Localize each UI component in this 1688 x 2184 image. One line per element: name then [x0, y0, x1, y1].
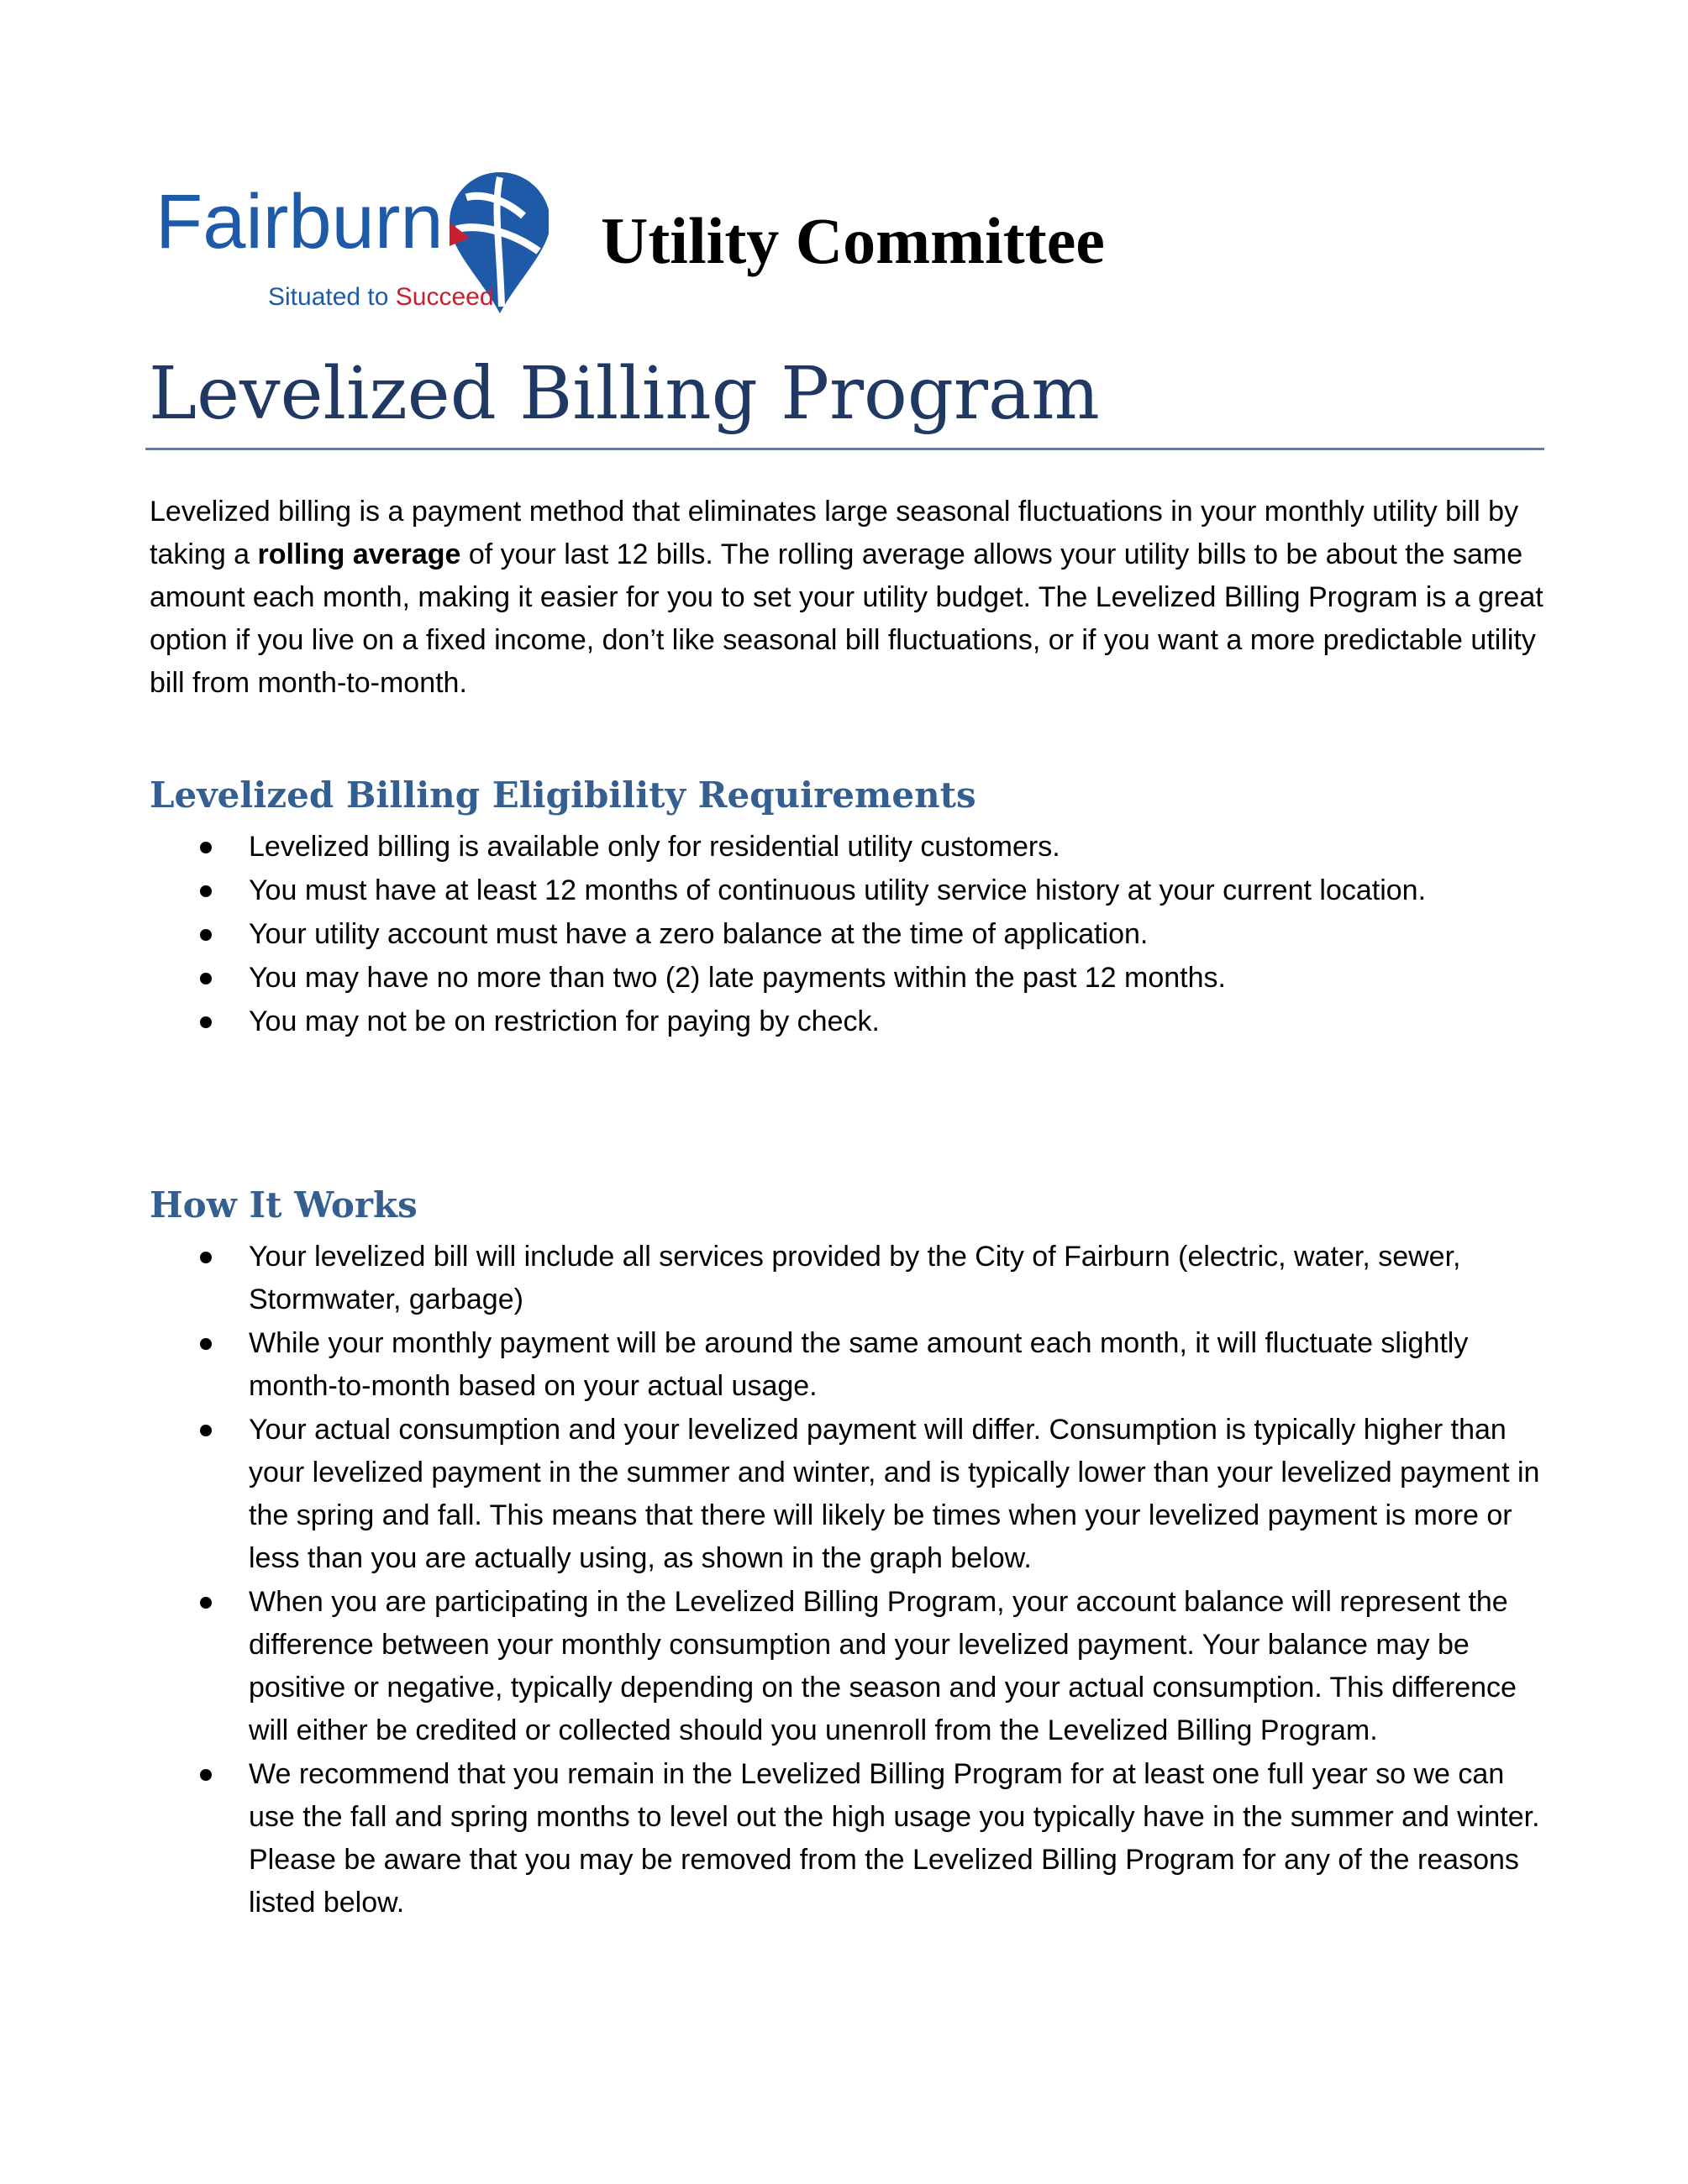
- intro-paragraph: [150, 491, 1546, 705]
- intro-bold-term: rolling average: [257, 538, 461, 570]
- eligibility-heading: Levelized Billing Eligibility Requirements: [150, 774, 976, 816]
- list-item-text: Your utility account must have a zero balance at the time of application.: [249, 918, 1149, 950]
- how-it-works-list: [150, 1236, 1546, 1925]
- title-divider: [145, 448, 1544, 450]
- bullet-icon: [200, 1769, 212, 1781]
- list-item: [150, 826, 1546, 869]
- list-item: [150, 1322, 1546, 1408]
- list-item: [150, 1409, 1546, 1580]
- how-it-works-heading: How It Works: [150, 1184, 418, 1226]
- bullet-icon: [200, 1252, 212, 1263]
- committee-title: Utility Committee: [601, 204, 1105, 277]
- fairburn-logo: [154, 164, 549, 323]
- bullet-icon: [200, 885, 212, 897]
- list-item: [150, 1581, 1546, 1752]
- list-item-text: We recommend that you remain in the Levelized Billing Program for at least one full year so we can use the fall and spring months to level out the high usage you typically have in the summer and winter. Please be aware that you may be removed from the Levelized Billing Program for any of the reasons listed below.: [249, 1758, 1540, 1919]
- list-item: [150, 1000, 1546, 1043]
- list-item: [150, 913, 1546, 956]
- bullet-icon: [200, 1425, 212, 1436]
- list-item: [150, 1753, 1546, 1924]
- bullet-icon: [200, 842, 212, 853]
- list-item-text: You must have at least 12 months of continuous utility service history at your current location.: [249, 874, 1427, 906]
- bullet-icon: [200, 1016, 212, 1028]
- list-item-text: Levelized billing is available only for residential utility customers.: [249, 831, 1060, 863]
- intro-text-start: Levelized billing is a payment method that eliminates large seasonal fluctuations in your monthly utility bill by taking a: [150, 496, 1519, 570]
- bullet-icon: [200, 1597, 212, 1609]
- list-item-text: Your actual consumption and your levelized payment will differ. Consumption is typically higher than your levelized payment in the summer and winter, and is typically lower than your levelized payment in the spring and fall. This means that there will likely be times when your levelized payment is more or less than you are actually using, as shown in the graph below.: [249, 1414, 1540, 1574]
- bullet-icon: [200, 973, 212, 984]
- logo-wordmark: Fairburn: [155, 179, 444, 265]
- bullet-icon: [200, 929, 212, 941]
- page-title: Levelized Billing Program: [149, 352, 1100, 436]
- list-item-text: Your levelized bill will include all services provided by the City of Fairburn (electric, water, sewer, Stormwater, garbage): [249, 1241, 1461, 1315]
- list-item-text: While your monthly payment will be around the same amount each month, it will fluctuate slightly month-to-month based on your actual usage.: [249, 1327, 1469, 1402]
- list-item: [150, 869, 1546, 912]
- list-item: [150, 957, 1546, 1000]
- fairburn-logo-graphic: [154, 164, 549, 323]
- eligibility-list: [150, 826, 1546, 1044]
- intro-text-end: of your last 12 bills. The rolling average allows your utility bills to be about the same amount each month, making it easier for you to set your utility budget. The Levelized Billing Program is a great option if you live on a fixed income, don’t like seasonal bill fluctuations, or if you want a more predictable utility bill from month-to-month.: [150, 538, 1543, 699]
- list-item-text: When you are participating in the Levelized Billing Program, your account balance will represent the difference between your monthly consumption and your levelized payment. Your balance may be positive or negative, typically depending on the season and your actual consumption. This difference will either be credited or collected should you unenroll from the Levelized Billing Program.: [249, 1586, 1517, 1746]
- list-item-text: You may not be on restriction for paying by check.: [249, 1005, 880, 1037]
- bullet-icon: [200, 1338, 212, 1350]
- logo-tagline: Situated to Succeed: [268, 283, 494, 311]
- list-item: [150, 1236, 1546, 1321]
- list-item-text: You may have no more than two (2) late payments within the past 12 months.: [249, 962, 1226, 994]
